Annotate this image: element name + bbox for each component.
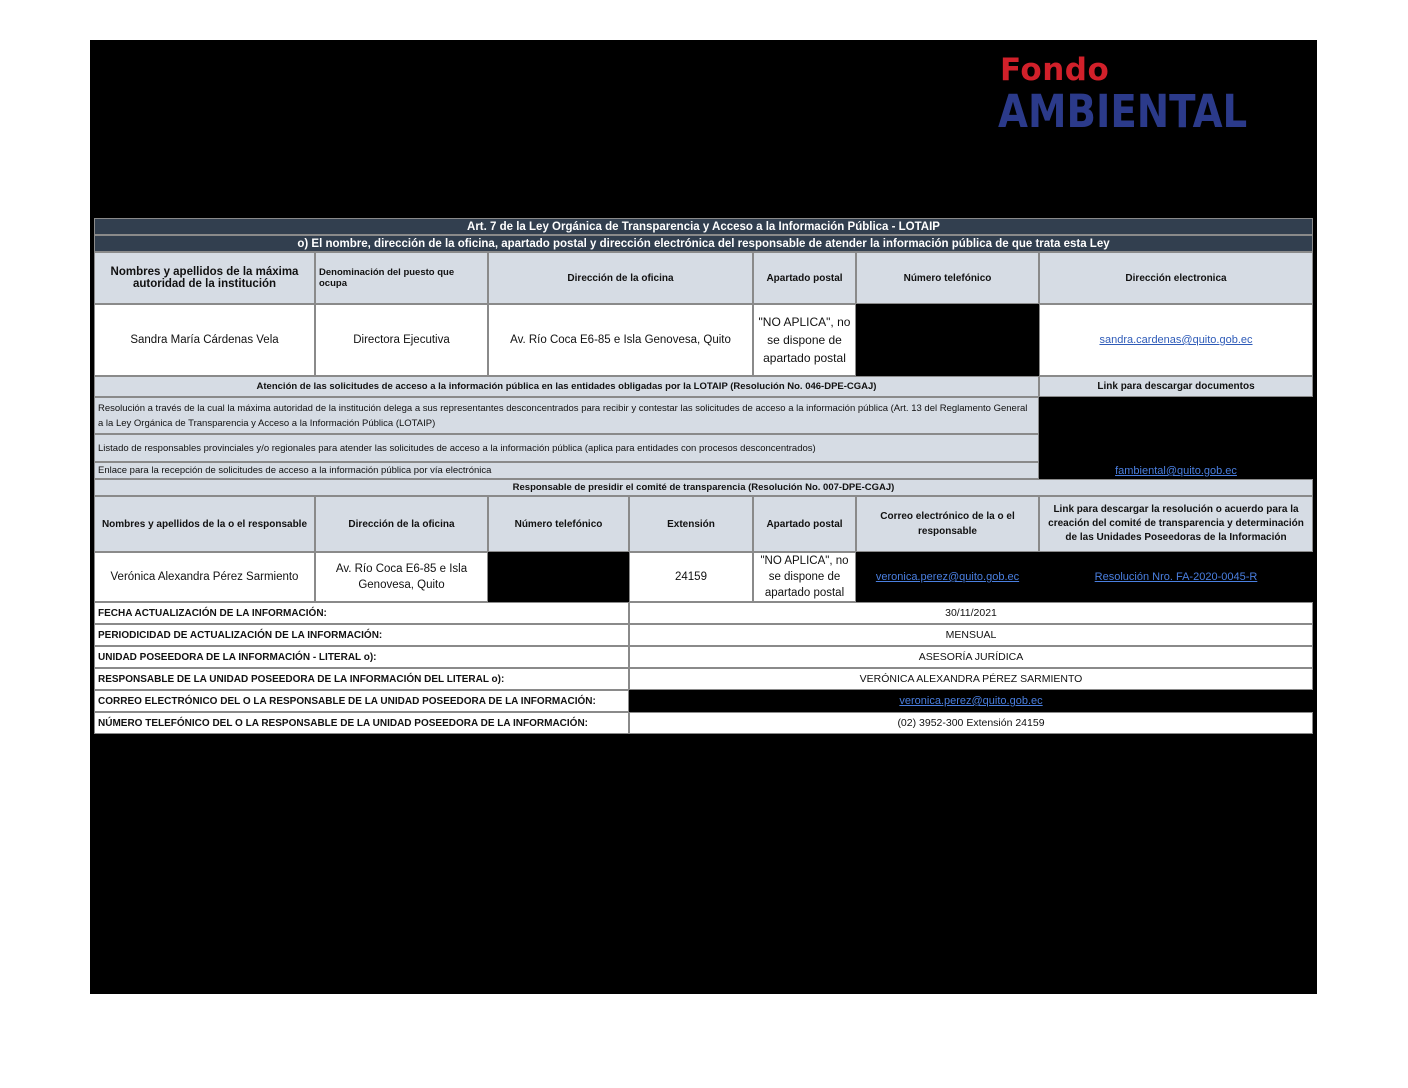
- footer-value-update-date: 30/11/2021: [629, 602, 1313, 624]
- authority-position: Directora Ejecutiva: [315, 304, 488, 376]
- authority-email-cell: [1039, 304, 1313, 376]
- footer-label-phone: NÚMERO TELEFÓNICO DEL O LA RESPONSABLE DE LA UNIDAD POSEEDORA DE LA INFORMACIÓN:: [94, 712, 629, 734]
- footer-value-periodicity: MENSUAL: [629, 624, 1313, 646]
- header-position: Denominación del puesto que ocupa: [315, 252, 488, 304]
- footer-value-unit: ASESORÍA JURÍDICA: [629, 646, 1313, 668]
- footer-label-update-date: FECHA ACTUALIZACIÓN DE LA INFORMACIÓN:: [94, 602, 629, 624]
- authority-postal: "NO APLICA", no se dispone de apartado postal: [753, 304, 856, 376]
- committee-header: Responsable de presidir el comité de transparencia (Resolución No. 007-DPE-CGAJ): [94, 479, 1313, 496]
- committee-postal: "NO APLICA", no se dispone de apartado postal: [753, 552, 856, 602]
- committee-name: Verónica Alexandra Pérez Sarmiento: [94, 552, 315, 602]
- committee-header-email: Correo electrónico de la o el responsable: [856, 496, 1039, 552]
- committee-header-address: Dirección de la oficina: [315, 496, 488, 552]
- requests-row-delegation: Resolución a través de la cual la máxima autoridad de la institución delega a sus representantes desconcentrados para recibir y contestar las solicitudes de acceso a la información pública (Art. 13 del Reglamento General a la Ley Orgánica de Transparencia y Acceso a la Información Pública (LOTAIP): [94, 397, 1039, 434]
- footer-value-email-cell: [629, 690, 1313, 712]
- committee-email-link[interactable]: veronica.perez@quito.gob.ec: [875, 571, 1020, 583]
- requests-row-electronic-link: Enlace para la recepción de solicitudes de acceso a la información pública por vía electrónica: [94, 462, 1039, 479]
- authority-phone-redacted: [856, 304, 1039, 376]
- requests-link-cell: [1039, 397, 1313, 479]
- requests-link-header: Link para descargar documentos: [1039, 376, 1313, 397]
- footer-label-responsible: RESPONSABLE DE LA UNIDAD POSEEDORA DE LA INFORMACIÓN DEL LITERAL o):: [94, 668, 629, 690]
- committee-header-extension: Extensión: [629, 496, 753, 552]
- fondo-ambiental-logo: [998, 52, 1308, 142]
- committee-header-name: Nombres y apellidos de la o el responsable: [94, 496, 315, 552]
- page-title: Art. 7 de la Ley Orgánica de Transparencia y Acceso a la Información Pública - LOTAIP: [94, 218, 1313, 235]
- footer-value-responsible: VERÓNICA ALEXANDRA PÉREZ SARMIENTO: [629, 668, 1313, 690]
- authority-name: Sandra María Cárdenas Vela: [94, 304, 315, 376]
- logo-line-2: AMBIENTAL: [998, 85, 1248, 138]
- committee-phone-redacted: [488, 552, 629, 602]
- committee-address: Av. Río Coca E6-85 e Isla Genovesa, Quito: [315, 552, 488, 602]
- fambiental-email-link[interactable]: fambiental@quito.gob.ec: [1115, 465, 1237, 477]
- header-office-address: Dirección de la oficina: [488, 252, 753, 304]
- committee-resolution-link[interactable]: Resolución Nro. FA-2020-0045-R: [1094, 571, 1258, 583]
- header-authority-name: Nombres y apellidos de la máxima autoridad de la institución: [94, 252, 315, 304]
- committee-email-cell: [856, 552, 1039, 602]
- header-phone: Número telefónico: [856, 252, 1039, 304]
- committee-extension: 24159: [629, 552, 753, 602]
- footer-email-link[interactable]: veronica.perez@quito.gob.ec: [899, 695, 1043, 707]
- committee-resolution-cell: [1039, 552, 1313, 602]
- logo-line-1: Fondo: [1000, 52, 1110, 88]
- committee-header-postal: Apartado postal: [753, 496, 856, 552]
- header-postal: Apartado postal: [753, 252, 856, 304]
- footer-value-phone: (02) 3952-300 Extensión 24159: [629, 712, 1313, 734]
- committee-header-phone: Número telefónico: [488, 496, 629, 552]
- requests-row-regional-list: Listado de responsables provinciales y/o regionales para atender las solicitudes de acceso a la información pública (aplica para entidades con procesos desconcentrados): [94, 434, 1039, 462]
- header-email: Dirección electronica: [1039, 252, 1313, 304]
- footer-label-unit: UNIDAD POSEEDORA DE LA INFORMACIÓN - LITERAL o):: [94, 646, 629, 668]
- page-subtitle: o) El nombre, dirección de la oficina, apartado postal y dirección electrónica del responsable de atender la información pública de que trata esta Ley: [94, 235, 1313, 252]
- footer-label-periodicity: PERIODICIDAD DE ACTUALIZACIÓN DE LA INFORMACIÓN:: [94, 624, 629, 646]
- requests-header: Atención de las solicitudes de acceso a la información pública en las entidades obligadas por la LOTAIP (Resolución No. 046-DPE-CGAJ): [94, 376, 1039, 397]
- footer-label-email: CORREO ELECTRÓNICO DEL O LA RESPONSABLE DE LA UNIDAD POSEEDORA DE LA INFORMACIÓN:: [94, 690, 629, 712]
- authority-address: Av. Río Coca E6-85 e Isla Genovesa, Quito: [488, 304, 753, 376]
- committee-header-link: Link para descargar la resolución o acuerdo para la creación del comité de transparencia y determinación de las Unidades Poseedoras de la Información: [1039, 496, 1313, 552]
- authority-email-link[interactable]: sandra.cardenas@quito.gob.ec: [1099, 334, 1253, 346]
